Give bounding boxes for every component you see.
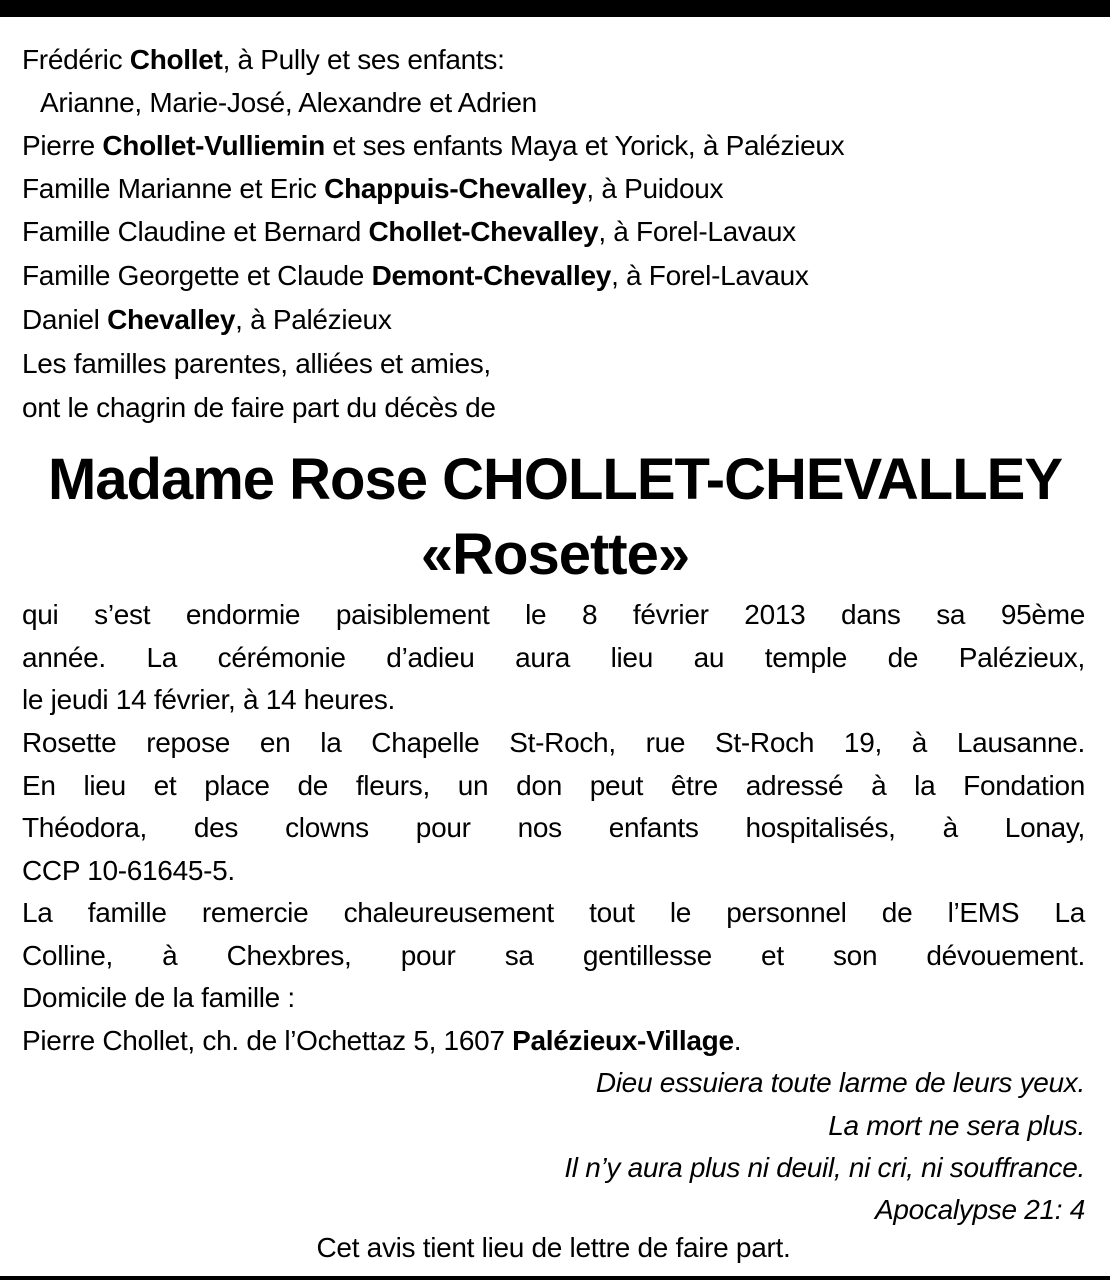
text-segment: Dieu essuiera toute larme de leurs yeux. bbox=[595, 1067, 1085, 1098]
text-segment: Il n’y aura plus ni deuil, ni cri, ni souffrance. bbox=[564, 1152, 1085, 1183]
body-line bbox=[22, 1066, 1085, 1100]
text-segment: , à Forel-Lavaux bbox=[611, 260, 809, 291]
text-segment: , à Forel-Lavaux bbox=[598, 216, 796, 247]
text-segment: le jeudi 14 février, à 14 heures. bbox=[22, 684, 396, 715]
header-line bbox=[22, 215, 1085, 249]
body-line bbox=[22, 598, 1085, 632]
body-line bbox=[22, 1231, 1085, 1265]
bold-name: Palézieux-Village bbox=[512, 1025, 734, 1056]
body-line bbox=[22, 811, 1085, 845]
text-segment: Cet avis tient lieu de lettre de faire part. bbox=[316, 1232, 791, 1263]
header-line bbox=[22, 172, 1085, 206]
text-segment: Frédéric bbox=[22, 44, 130, 75]
body-line bbox=[22, 1193, 1085, 1227]
text-segment: Pierre bbox=[22, 130, 103, 161]
text-segment: Famille Georgette et Claude bbox=[22, 260, 372, 291]
body-line bbox=[22, 726, 1085, 760]
header-line bbox=[22, 303, 1085, 337]
text-segment: Rosette repose en la Chapelle St-Roch, rue St-Roch 19, à Lausanne. bbox=[22, 727, 1085, 758]
body-line bbox=[22, 939, 1085, 973]
header-line bbox=[22, 347, 1085, 381]
text-segment: Les familles parentes, alliées et amies, bbox=[22, 348, 491, 379]
bold-name: Chollet bbox=[129, 44, 223, 75]
text-segment: Apocalypse 21: 4 bbox=[874, 1194, 1085, 1225]
body-line bbox=[22, 769, 1085, 803]
text-segment: qui s’est endormie paisiblement le 8 février 2013 dans sa 95ème bbox=[22, 599, 1085, 630]
text-segment: , à Palézieux bbox=[235, 304, 392, 335]
text-segment: ont le chagrin de faire part du décès de bbox=[22, 392, 496, 423]
body-line bbox=[22, 854, 1085, 888]
deceased-nickname: «Rosette» bbox=[420, 522, 690, 587]
bold-name: Chollet-Chevalley bbox=[368, 216, 599, 247]
text-segment: Famille Claudine et Bernard bbox=[22, 216, 369, 247]
text-segment: En lieu et place de fleurs, un don peut être adressé à la Fondation bbox=[22, 770, 1085, 801]
body-line bbox=[22, 1024, 1085, 1058]
body-line bbox=[22, 981, 1085, 1015]
deceased-name: Madame Rose CHOLLET-CHEVALLEY bbox=[47, 447, 1063, 512]
text-segment: , à Pully et ses enfants: bbox=[222, 44, 505, 75]
bold-name: Demont-Chevalley bbox=[371, 260, 612, 291]
text-segment: , à Puidoux bbox=[586, 173, 724, 204]
text-segment: Daniel bbox=[22, 304, 108, 335]
text-segment: CCP 10-61645-5. bbox=[22, 855, 235, 886]
text-segment: année. La cérémonie d’adieu aura lieu au temple de Palézieux, bbox=[22, 642, 1085, 673]
text-segment: La famille remercie chaleureusement tout le personnel de l’EMS La bbox=[22, 897, 1085, 928]
body-line bbox=[22, 1109, 1085, 1143]
text-segment: Arianne, Marie-José, Alexandre et Adrien bbox=[40, 87, 537, 118]
header-line bbox=[22, 43, 1085, 77]
text-segment: Théodora, des clowns pour nos enfants hospitalisés, à Lonay, bbox=[22, 812, 1085, 843]
body-line bbox=[22, 641, 1085, 675]
header-line bbox=[22, 259, 1085, 293]
bold-name: Chappuis-Chevalley bbox=[324, 173, 587, 204]
text-segment: et ses enfants Maya et Yorick, à Palézieux bbox=[324, 130, 845, 161]
header-line bbox=[22, 391, 1085, 425]
text-segment: Domicile de la famille : bbox=[22, 982, 295, 1013]
bold-name: Chevalley bbox=[107, 304, 236, 335]
header-line bbox=[22, 86, 1103, 120]
body-line bbox=[22, 1151, 1085, 1185]
text-segment: Pierre Chollet, ch. de l’Ochettaz 5, 1607 bbox=[22, 1025, 513, 1056]
text-segment: La mort ne sera plus. bbox=[828, 1110, 1085, 1141]
top-border bbox=[0, 0, 1110, 17]
text-segment: Colline, à Chexbres, pour sa gentillesse et son dévouement. bbox=[22, 940, 1085, 971]
bottom-border bbox=[0, 1276, 1110, 1280]
text-segment: . bbox=[733, 1025, 742, 1056]
body-line bbox=[22, 683, 1085, 717]
bold-name: Chollet-Vulliemin bbox=[102, 130, 325, 161]
header-line bbox=[22, 129, 1085, 163]
body-line bbox=[22, 896, 1085, 930]
text-segment: Famille Marianne et Eric bbox=[22, 173, 325, 204]
